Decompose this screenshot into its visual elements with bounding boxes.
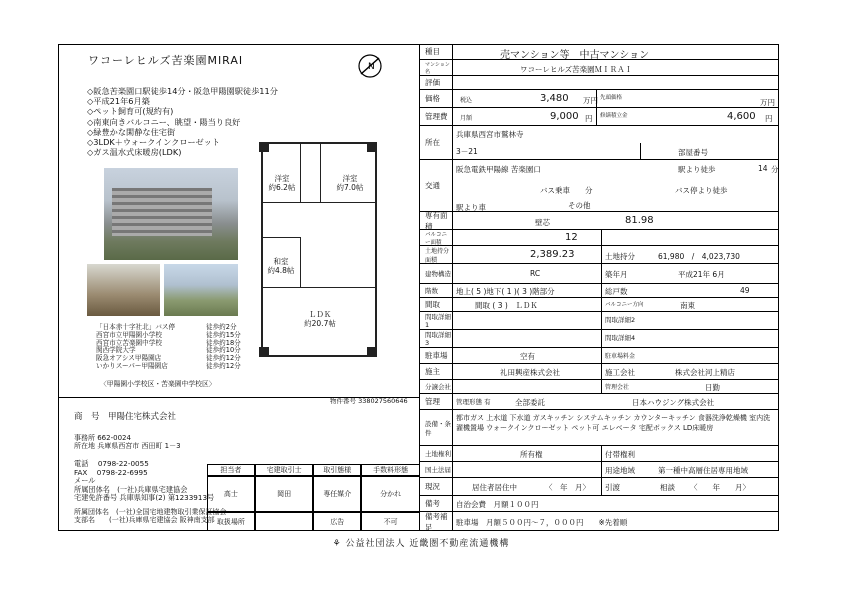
company-contact: 電話 0798-22-0055 FAX 0798-22-6995 メール 所属団体名 (一社)兵庫県宅建協会 宅建免許番号 兵庫県知事(2) 第1233913号 <box>74 459 215 502</box>
nearby-list <box>96 324 241 371</box>
row-parking: 駐車場 空有 駐車場料金 <box>420 348 779 364</box>
row-seller: 施主 礼田興産株式会社 施工会社 株式会社河上精店 <box>420 364 779 380</box>
feature-item: ◇緑豊かな閑静な住宅街 <box>87 126 176 137</box>
row-area: 専有面積 壁芯 81.98 <box>420 212 779 230</box>
list-item: 「日本赤十字社北」バス停 徒歩約2分 <box>96 323 237 331</box>
row-price: 価格 税込 3,480 万円 先頭価格 万円 <box>420 90 779 108</box>
company-address: 事務所 662-0024 所在地 兵庫県西宮市 西田町 1－3 <box>74 434 181 451</box>
list-item: いかりスーパー甲陽園店 徒歩約12分 <box>96 361 241 370</box>
row-remarks2: 備考補足 駐車場 月額５００円～７，０００円 ※先着順 <box>420 512 779 531</box>
list-item: 西宮市立苦楽園中学校 徒歩約18分 <box>96 338 241 347</box>
footer-organization: ⚘ 公益社団法人 近畿圏不動産流通機構 <box>332 539 510 549</box>
school-district: 〈甲陽園小学校区・苦楽園中学校区〉 <box>100 380 216 388</box>
company-membership: 所属団体名 (一社)全国宅地建物取引業保証協会 支部名 (一社)兵庫県宅建協会 阪神南支部 <box>74 508 227 525</box>
listing-number: 物件番号 338027560646 <box>330 397 408 405</box>
row-remarks: 備考 自治会費 月額１００円 <box>420 496 779 512</box>
org-logo-icon: ⚘ <box>332 539 346 549</box>
interior-photo <box>87 264 160 316</box>
view-photo <box>164 264 238 316</box>
property-title: ワコーレヒルズ苦楽園MIRAI <box>88 54 244 67</box>
svg-text:N: N <box>368 62 375 72</box>
row-land-right: 土地権利 所有権 付帯権利 <box>420 446 779 462</box>
row-balcony: バルコニー面積 12 <box>420 230 779 246</box>
row-review: 評価 <box>420 76 779 90</box>
row-mgmt: 管理費 月額 9,000 円 修繕積立金 4,600 円 <box>420 108 779 126</box>
feature-item: ◇平成21年6月築 <box>87 96 150 107</box>
row-name: マンション名 ワコーレヒルズ苦楽園ＭＩＲＡＩ <box>420 60 779 76</box>
room-ldk: ＬＤＫ 約20.7帖 <box>304 310 336 328</box>
building-photo <box>104 168 238 260</box>
list-item: 阪急オアシス甲陽園店 徒歩約12分 <box>96 354 241 363</box>
compass-icon <box>355 52 385 80</box>
feature-item: ◇南東向きバルコニー、眺望・陽当り良好 <box>87 116 241 127</box>
row-zoning: 国土法届 用途地域 第一種中高層住居専用地域 <box>420 462 779 478</box>
room-east: 洋室 約7.0帖 <box>336 174 364 192</box>
row-type: 種目 売マンション等 中古マンション <box>420 44 779 60</box>
spec-table <box>420 44 779 531</box>
feature-item: ◇3LDK＋ウォークインクローゼット <box>87 137 220 148</box>
company-name: 商 号 甲陽住宅株式会社 <box>74 412 177 422</box>
list-item: 関西学院大学 徒歩約10分 <box>96 346 241 355</box>
row-fee1: 間取詳細1 間取詳細2 <box>420 312 779 330</box>
room-japanese: 和室 約4.8帖 <box>267 257 295 275</box>
row-structure: 建物構造 RC 築年月 平成21年 6月 <box>420 264 779 284</box>
row-land: 土地持分 面積 2,389.23 土地持分 61,980 / 4,023,730 <box>420 246 779 264</box>
row-traffic: 交通 阪急電鉄甲陽線 苦楽園口 駅より徒歩 14 分 バス乗車 分 バス停より徒歩 駅より車 その他 <box>420 160 779 212</box>
list-item: 西宮市立甲陽園小学校 徒歩約15分 <box>96 330 241 339</box>
row-fee2: 間取詳細3 間取詳細4 <box>420 330 779 348</box>
row-sale-company: 分譲会社 管理会社 日勤 <box>420 380 779 394</box>
feature-item: ◇阪急苦楽園口駅徒歩14分・阪急甲陽園駅徒歩11分 <box>87 86 278 96</box>
row-management: 管理 管理形態 有 全部委託 日本ハウジング株式会社 <box>420 394 779 410</box>
row-equipment: 設備・条件 都市ガス 上水道 下水道 ガスキッチン システムキッチン カウンターキッチン 食器洗浄乾燥機 室内洗濯機置場 ウォークインクローゼット ペット可 エレベータ 宅配ボックス LD床暖房 <box>420 410 779 446</box>
row-layout: 間取 間取 ( 3 ) ＬＤＫ バルコニー方向 南東 <box>420 298 779 312</box>
floor-plan <box>255 142 385 372</box>
row-address: 所在 兵庫県西宮市鷲林寺 3－21 部屋番号 <box>420 126 779 160</box>
feature-item: ◇ガス温水式床暖房(LDK) <box>87 147 182 158</box>
feature-item: ◇ペット飼育可(規約有) <box>87 106 174 117</box>
row-status: 現況 居住者居住中 〈 年 月〉 引渡 相談 〈 年 月〉 <box>420 478 779 496</box>
row-floors: 階数 地上( 5 )地下( 1 )( 3 )階部分 総戸数 49 <box>420 284 779 298</box>
agent-table: 担当者 宅建取引士 取引態様 手数料形態 高士 岡田 専任媒介 分かれ 取扱場所 広告 不可 <box>207 464 420 531</box>
room-west: 洋室 約6.2帖 <box>268 174 296 192</box>
